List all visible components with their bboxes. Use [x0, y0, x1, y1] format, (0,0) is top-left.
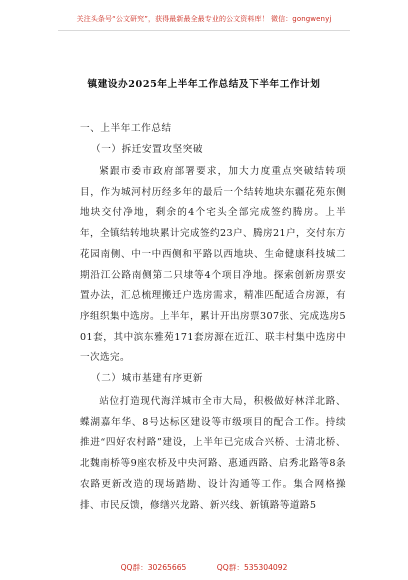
document-title: 镇建设办2025年上半年工作总结及下半年工作计划 [87, 79, 321, 90]
paragraph-1-container [80, 162, 346, 369]
header-divider [58, 30, 350, 31]
footer-qq-group-1: QQ群：30265665 [120, 563, 187, 572]
subsection-heading-1: （一）拆迁安置攻坚突破 [91, 144, 204, 155]
section-heading-1: 一、上半年工作总结 [80, 123, 172, 134]
footer-qq-group-2: QQ群：535304092 [216, 563, 288, 572]
footer-qq-groups [0, 562, 408, 573]
subsection-heading-2: （二）城市基建有序更新 [91, 373, 204, 384]
paragraph-2: 站位打造现代海洋城市全市大局，积极做好林洋北路、蝶湖嘉年华、8号达标区建设等市级项目的配合工作。持续推进“四好农村路”建设，上半年已完成合兴桥、士清北桥、北魏南桥等9座农桥及中央河路、惠通西路、启秀北路等8条农路更新改造的现场踏勘、设计沟通等工作。集合网格操排、市民反馈，修缮兴龙路、新兴线、新镇路等道路5 [80, 396, 346, 511]
paragraph-1: 紧跟市委市政府部署要求，加大力度重点突破结转项目，作为城河村历经多年的最后一个结转地块东疆花苑东侧地块交付净地，剩余的4个宅头全部完成签约腾房。上半年，全镇结转地块累计完成签约23户、腾房21户，交付东方花园南侧、中一中西侧和平路以西地块、生命健康科技城二期沿江公路南侧第二只埭等4个项目净地。探索创新房票安置办法，汇总梳理搬迁户选房需求，精准匹配适合房源，有序组织集中选房。上半年，累计开出房票307张、完成选房501套，其中滨东雅苑171套房源在近江、联丰村集中选房中一次选完。 [80, 166, 346, 364]
header-banner: 关注头条号“公文研究”，获得最新最全最专业的公文资料库！ 微信：gongwenyj [76, 15, 332, 23]
paragraph-2-container [80, 392, 346, 516]
